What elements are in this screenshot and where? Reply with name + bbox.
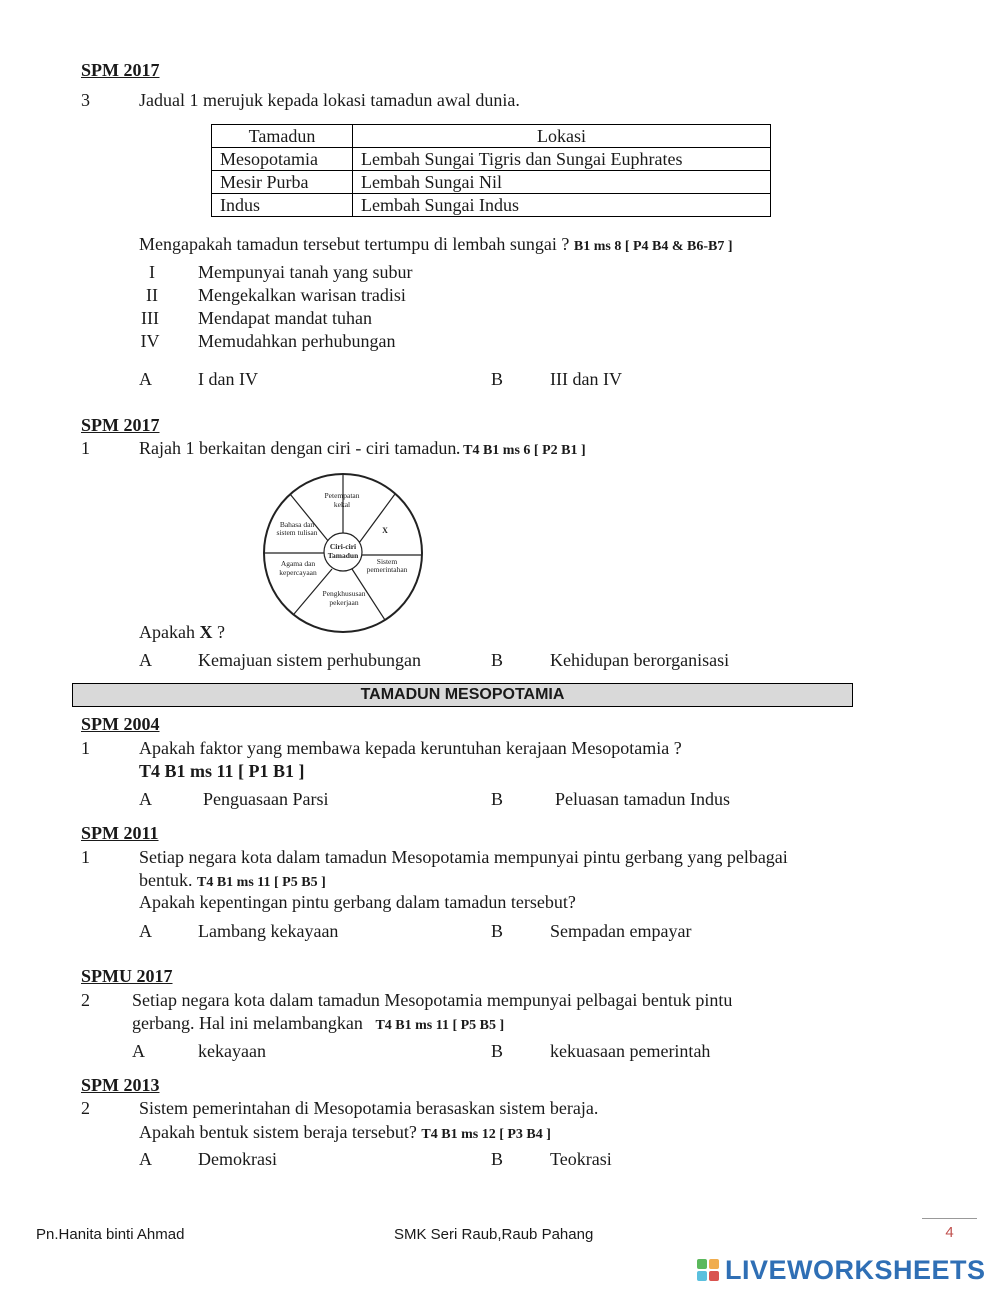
question-prompt [139,234,733,255]
table-header-row [212,125,771,148]
table-cell: Mesopotamia [212,148,353,171]
reference-note: T4 B1 ms 11 [ P1 B1 ] [139,761,305,781]
option-b-letter: B [491,1041,504,1061]
option-b[interactable]: Teokrasi [550,1149,612,1169]
table-row [212,171,771,194]
option-a-letter: A [139,789,152,809]
option-b[interactable]: Peluasan tamadun Indus [555,789,730,809]
reference-note: B1 ms 8 [ P4 B4 & B6-B7 ] [573,239,733,254]
reference-note: T4 B1 ms 11 [ P5 B5 ] [197,875,326,890]
section-year: SPM 2017 [81,60,160,80]
segment-label-x: X [382,526,388,535]
prompt-text: Mengapakah tamadun tersebut tertumpu di lembah sungai ? [139,234,570,254]
question-number: 3 [81,90,90,110]
option-a-letter: A [139,921,152,941]
option-b-letter: B [491,921,504,941]
roman-numeral: III [141,308,159,328]
ciri-tamadun-diagram [262,472,424,634]
center-label: Tamadun [327,551,359,560]
table-cell: Lembah Sungai Nil [353,171,771,194]
option-a[interactable]: Lambang kekayaan [198,921,339,941]
option-b[interactable]: III dan IV [550,369,622,389]
footer-school: SMK Seri Raub,Raub Pahang [394,1226,594,1243]
question-number: 2 [81,1098,90,1118]
question-body: Rajah 1 berkaitan dengan ciri - ciri tamadun [139,438,457,458]
section-year: SPM 2011 [81,823,159,843]
segment-label: Sistem [376,557,398,566]
location-table [211,124,771,217]
table-cell: Indus [212,194,353,217]
question-number: 1 [81,738,90,758]
question-text [139,438,586,459]
prompt-text: Apakah bentuk sistem beraja tersebut? [139,1122,417,1142]
segment-label: Agama dan [280,559,316,568]
section-banner: TAMADUN MESOPOTAMIA [72,683,853,707]
question-text: Jadual 1 merujuk kepada lokasi tamadun awal dunia. [139,90,520,110]
question-text: Setiap negara kota dalam tamadun Mesopotamia mempunyai pintu gerbang yang pelbagai [139,847,788,867]
statement-item: Memudahkan perhubungan [198,331,396,351]
table-row [212,194,771,217]
question-body: gerbang. Hal ini melambangkan [132,1013,363,1033]
question-number: 1 [81,438,90,458]
question-text: Setiap negara kota dalam tamadun Mesopotamia mempunyai pelbagai bentuk pintu [132,990,733,1010]
option-b[interactable]: kekuasaan pemerintah [550,1041,711,1061]
option-b[interactable]: Sempadan empayar [550,921,692,941]
segment-label: pemerintahan [366,565,408,574]
liveworksheets-icon [697,1259,719,1281]
option-a[interactable]: Penguasaan Parsi [203,789,329,809]
question-prompt [139,622,225,643]
statement-item: Mendapat mandat tuhan [198,308,372,328]
statement-item: Mempunyai tanah yang subur [198,262,413,282]
table-header: Tamadun [212,125,353,148]
segment-label: Petempatan [324,491,360,500]
option-b-letter: B [491,369,504,389]
option-a[interactable]: Kemajuan sistem perhubungan [198,650,421,670]
prompt-text: Apakah [139,622,200,642]
section-year: SPM 2004 [81,714,160,734]
table-header: Lokasi [353,125,771,148]
section-year: SPM 2017 [81,415,160,435]
segment-label: Pengkhususan [322,589,366,598]
segment-label: kekal [333,500,351,509]
prompt-text-end: ? [212,622,225,642]
reference-note: . T4 B1 ms 6 [ P2 B1 ] [456,443,586,458]
page-number: 4 [922,1218,977,1245]
option-a[interactable]: I dan IV [198,369,258,389]
option-a-letter: A [139,1149,152,1169]
question-text: Sistem pemerintahan di Mesopotamia berasaskan sistem beraja. [139,1098,599,1118]
roman-numeral: II [146,285,158,305]
option-b[interactable]: Kehidupan berorganisasi [550,650,730,670]
option-a-letter: A [139,369,152,389]
table-row [212,148,771,171]
reference-note: T4 B1 ms 12 [ P3 B4 ] [421,1127,551,1142]
question-prompt [139,1122,551,1143]
section-year: SPMU 2017 [81,966,173,986]
roman-numeral: IV [140,331,160,351]
footer-author: Pn.Hanita binti Ahmad [36,1226,185,1243]
prompt-bold: X [199,622,213,642]
section-year: SPM 2013 [81,1075,160,1095]
question-prompt: Apakah kepentingan pintu gerbang dalam tamadun tersebut? [139,892,576,912]
option-a-letter: A [139,650,152,670]
segment-label: Bahasa dan [279,520,315,529]
center-label: Ciri-ciri [329,542,357,551]
table-cell: Lembah Sungai Indus [353,194,771,217]
table-cell: Mesir Purba [212,171,353,194]
question-text [132,1013,504,1034]
segment-label: pekerjaan [329,598,359,607]
liveworksheets-logo[interactable] [697,1255,997,1285]
option-b-letter: B [491,1149,504,1169]
table-cell: Lembah Sungai Tigris dan Sungai Euphrates [353,148,771,171]
roman-numeral: I [149,262,155,282]
option-a-letter: A [132,1041,145,1061]
question-text [139,870,326,891]
question-body: bentuk. [139,870,193,890]
question-text: Apakah faktor yang membawa kepada keruntuhan kerajaan Mesopotamia ? [139,738,682,758]
option-a[interactable]: kekayaan [198,1041,266,1061]
option-a[interactable]: Demokrasi [198,1149,277,1169]
option-b-letter: B [491,650,504,670]
question-number: 1 [81,847,90,867]
statement-item: Mengekalkan warisan tradisi [198,285,406,305]
option-b-letter: B [491,789,504,809]
segment-label: sistem tulisan [276,528,318,537]
question-number: 2 [81,990,90,1010]
segment-label: kepercayaan [279,568,317,577]
brand-name: LIVEWORKSHEETS [725,1255,986,1285]
reference-note: T4 B1 ms 11 [ P5 B5 ] [375,1018,505,1033]
